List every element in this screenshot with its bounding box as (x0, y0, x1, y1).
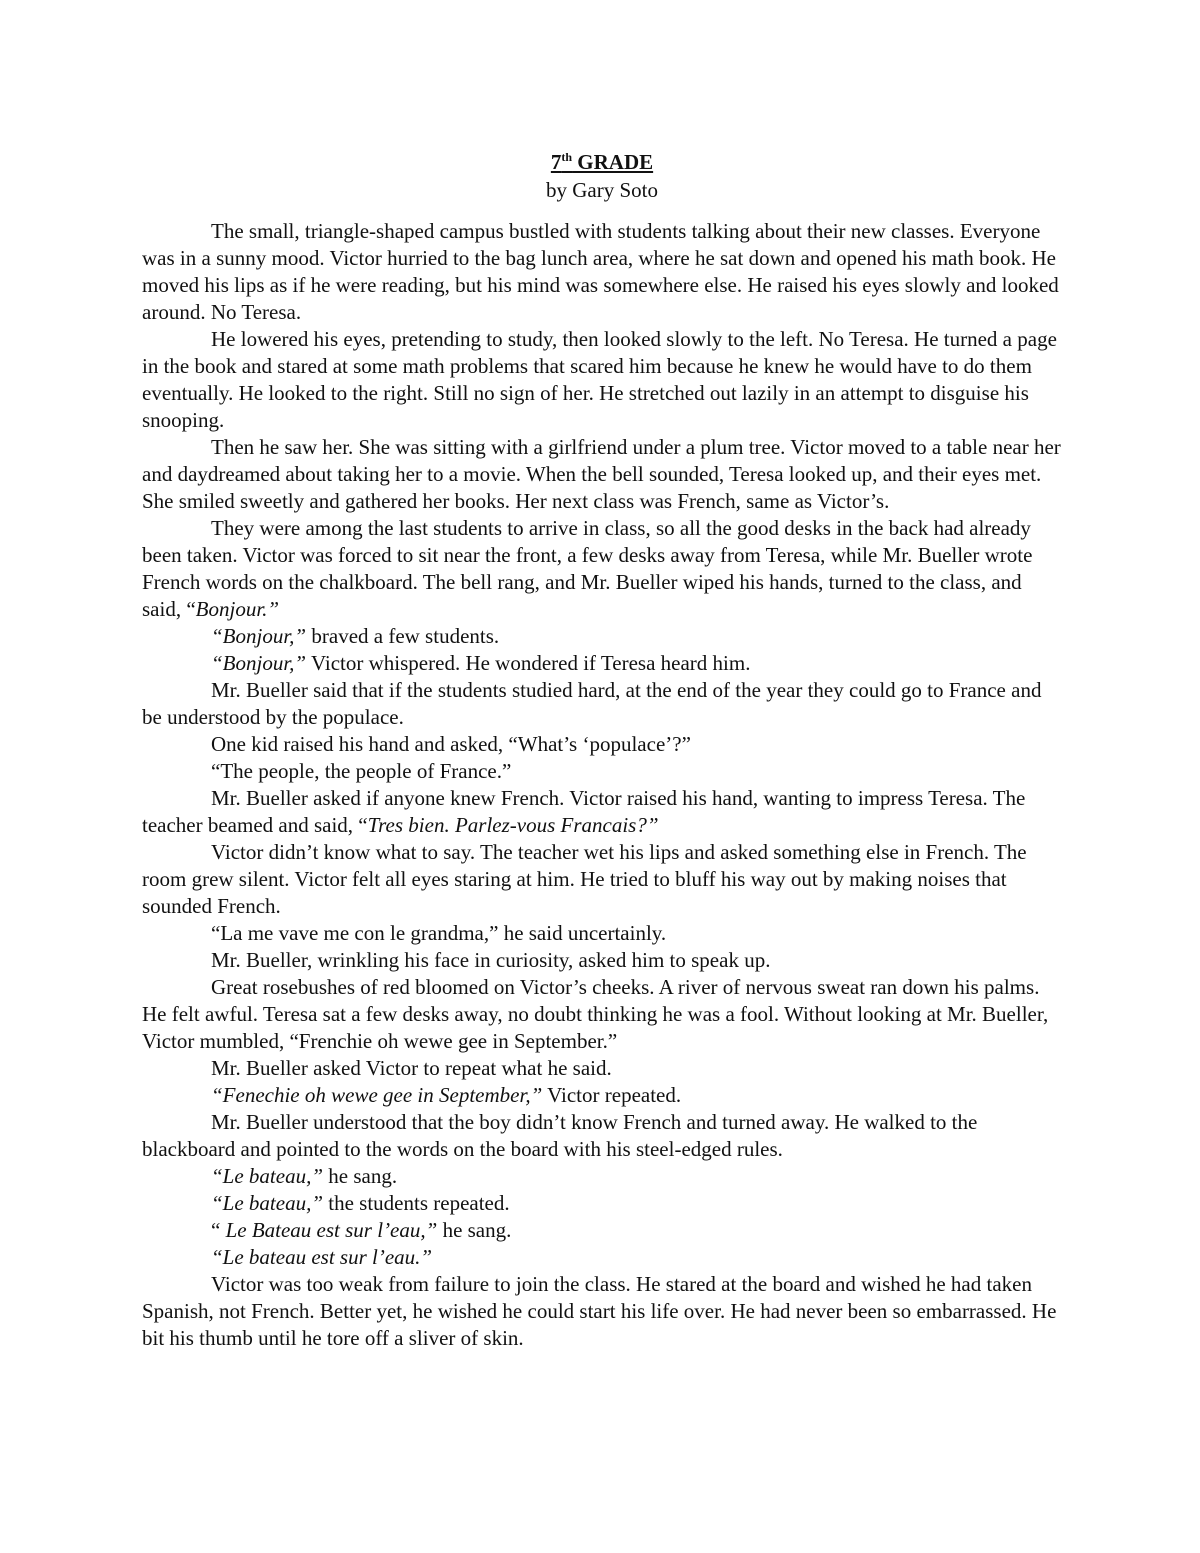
story-byline: by Gary Soto (546, 178, 658, 202)
story-paragraph (142, 515, 1062, 623)
italic-text: “Le bateau,” (211, 1164, 324, 1188)
title-ordinal-suffix: th (561, 150, 573, 164)
paragraph-text: “The people, the people of France.” (211, 759, 512, 783)
story-paragraph (142, 947, 1062, 974)
paragraph-text: The small, triangle-shaped campus bustled with students talking about their new classes. Everyone was in a sunny mood. Victor hurried to the bag lunch area, where he sat down and opened his math book. He moved his lips as if he were reading, but his mind was somewhere else. He raised his eyes slowly and looked around. No Teresa. (142, 219, 1059, 324)
italic-text: Tres bien. Parlez-vous Francais?” (367, 813, 659, 837)
story-paragraph (142, 1082, 1062, 1109)
italic-text: “Le bateau est sur l’eau.” (211, 1245, 433, 1269)
story-paragraph (142, 434, 1062, 515)
story-paragraph (142, 1055, 1062, 1082)
story-title (142, 143, 1062, 176)
story-paragraph (142, 677, 1062, 731)
story-paragraph (142, 920, 1062, 947)
paragraph-text: Mr. Bueller, wrinkling his face in curiosity, asked him to speak up. (211, 948, 771, 972)
story-paragraph (142, 1217, 1062, 1244)
italic-text: “Le bateau,” (211, 1191, 324, 1215)
story-paragraph (142, 623, 1062, 650)
paragraph-text: Mr. Bueller asked Victor to repeat what he said. (211, 1056, 612, 1080)
story-paragraph (142, 839, 1062, 920)
paragraph-text: Victor didn’t know what to say. The teacher wet his lips and asked something else in French. The room grew silent. Victor felt all eyes staring at him. He tried to bluff his way out by making noises that sounded French. (142, 840, 1027, 918)
document-page (142, 143, 1062, 1352)
paragraph-text: Victor repeated. (542, 1083, 682, 1107)
paragraph-text: They were among the last students to arrive in class, so all the good desks in the back had already been taken. Victor was forced to sit near the front, a few desks away from Teresa, while Mr. Bueller wrote French words on the chalkboard. The bell rang, and Mr. Bueller wiped his hands, turned to the class, and said, “ (142, 516, 1033, 621)
story-paragraph (142, 731, 1062, 758)
story-paragraph (142, 785, 1062, 839)
paragraph-text: One kid raised his hand and asked, “What’s ‘populace’?” (211, 732, 691, 756)
italic-text: Bonjour.” (195, 597, 280, 621)
paragraph-text: Victor whispered. He wondered if Teresa heard him. (306, 651, 751, 675)
paragraph-text: Mr. Bueller understood that the boy didn’t know French and turned away. He walked to the blackboard and pointed to the words on the board with his steel-edged rules. (142, 1110, 978, 1161)
paragraph-text: “La me vave me con le grandma,” he said uncertainly. (211, 921, 667, 945)
italic-text: “Fenechie oh wewe gee in September,” (211, 1083, 543, 1107)
paragraph-text: he sang. (323, 1164, 398, 1188)
story-paragraph (142, 1271, 1062, 1352)
story-paragraph (142, 758, 1062, 785)
story-paragraph (142, 1109, 1062, 1163)
paragraph-text: Mr. Bueller said that if the students studied hard, at the end of the year they could go to France and be understood by the populace. (142, 678, 1042, 729)
story-paragraph (142, 218, 1062, 326)
paragraph-text: He lowered his eyes, pretending to study, then looked slowly to the left. No Teresa. He turned a page in the book and stared at some math problems that scared him because he knew he would have to do them eventually. He looked to the right. Still no sign of her. He stretched out lazily in an attempt to disguise his snooping. (142, 327, 1057, 432)
paragraph-text: he sang. (437, 1218, 512, 1242)
paragraph-text: “ (211, 1218, 226, 1242)
paragraph-text: Great rosebushes of red bloomed on Victor’s cheeks. A river of nervous sweat ran down his palms. He felt awful. Teresa sat a few desks away, no doubt thinking he was a fool. Without looking at Mr. Bueller, Victor mumbled, “Frenchie oh wewe gee in September.” (142, 975, 1049, 1053)
title-text: GRADE (572, 150, 654, 174)
story-paragraph (142, 650, 1062, 677)
italic-text: “Bonjour,” (211, 651, 307, 675)
story-body (142, 218, 1062, 1352)
story-paragraph (142, 974, 1062, 1055)
story-paragraph (142, 1163, 1062, 1190)
story-paragraph (142, 326, 1062, 434)
story-paragraph (142, 1244, 1062, 1271)
paragraph-text: braved a few students. (306, 624, 500, 648)
story-paragraph (142, 1190, 1062, 1217)
paragraph-text: Then he saw her. She was sitting with a girlfriend under a plum tree. Victor moved to a table near her and daydreamed about taking her to a movie. When the bell sounded, Teresa looked up, and their eyes met. She smiled sweetly and gathered her books. Her next class was French, same as Victor’s. (142, 435, 1061, 513)
paragraph-text: Victor was too weak from failure to join the class. He stared at the board and wished he had taken Spanish, not French. Better yet, he wished he could start his life over. He had never been so embarrassed. He bit his thumb until he tore off a sliver of skin. (142, 1272, 1057, 1350)
italic-text: Le Bateau est sur l’eau,” (225, 1218, 438, 1242)
title-number: 7 (550, 150, 562, 174)
italic-text: “Bonjour,” (211, 624, 307, 648)
paragraph-text: Mr. Bueller asked if anyone knew French. Victor raised his hand, wanting to impress Teresa. The teacher beamed and said, “ (142, 786, 1026, 837)
paragraph-text: the students repeated. (323, 1191, 510, 1215)
